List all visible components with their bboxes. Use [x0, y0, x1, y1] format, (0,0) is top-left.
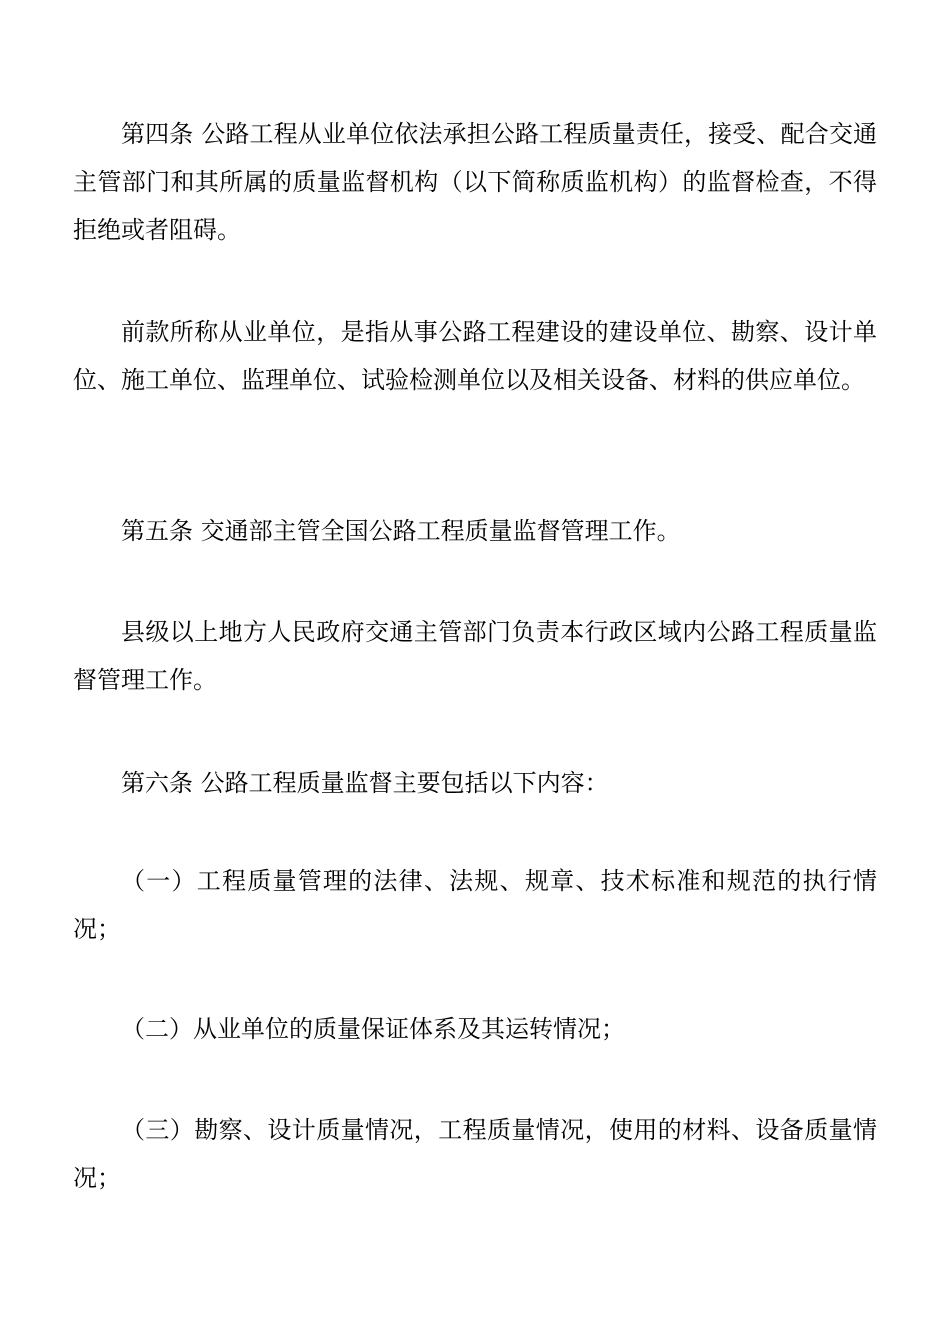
from-units-definition-paragraph: 前款所称从业单位，是指从事公路工程建设的建设单位、勘察、设计单位、施工单位、监理单位、试验检测单位以及相关设备、材料的供应单位。 — [73, 318, 877, 394]
item-2-paragraph: （二）从业单位的质量保证体系及其运转情况； — [121, 1015, 625, 1043]
local-authority-paragraph: 县级以上地方人民政府交通主管部门负责本行政区域内公路工程质量监督管理工作。 — [73, 618, 877, 694]
article-5-paragraph: 第五条 交通部主管全国公路工程质量监督管理工作。 — [121, 517, 681, 545]
article-6-paragraph: 第六条 公路工程质量监督主要包括以下内容： — [121, 769, 609, 797]
article-4-paragraph: 第四条 公路工程从业单位依法承担公路工程质量责任，接受、配合交通主管部门和其所属的质量监督机构（以下简称质监机构）的监督检查，不得拒绝或者阻碍。 — [73, 120, 877, 244]
item-3-paragraph: （三）勘察、设计质量情况，工程质量情况，使用的材料、设备质量情况； — [73, 1116, 877, 1192]
item-1-paragraph: （一）工程质量管理的法律、法规、规章、技术标准和规范的执行情况； — [73, 867, 877, 943]
